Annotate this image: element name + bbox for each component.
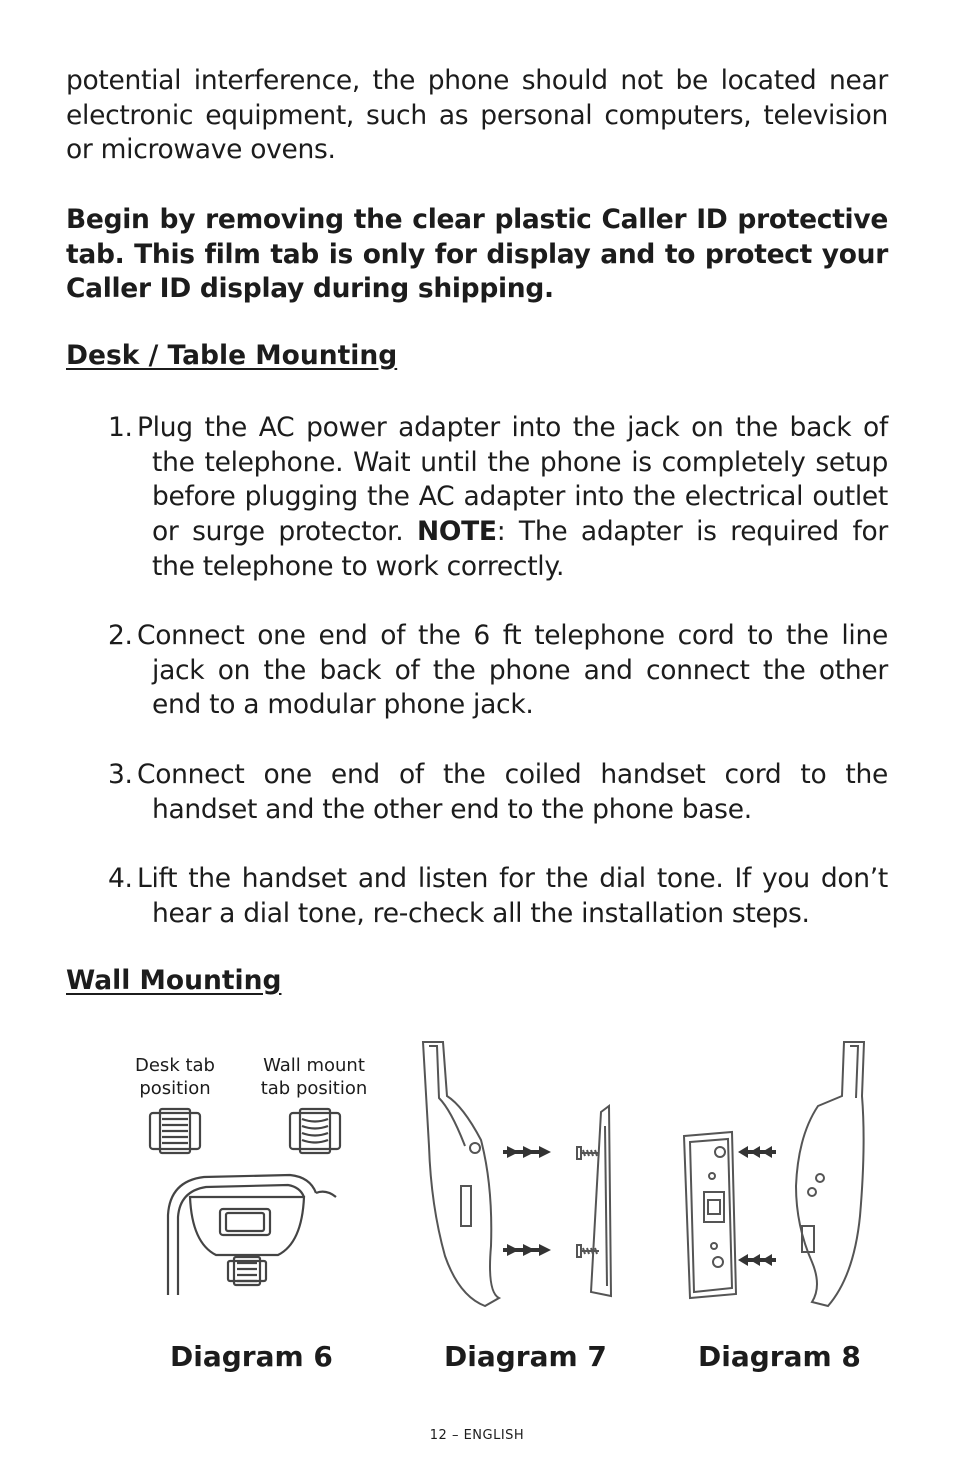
desk-table-mounting-heading: Desk / Table Mounting (66, 340, 398, 371)
step-4 (108, 862, 888, 931)
wall-tab-icon (290, 1109, 340, 1153)
lower-arrows (503, 1244, 551, 1256)
diagram-8-label: Diagram 8 (698, 1340, 861, 1373)
diagram-7-drawing (415, 1036, 625, 1312)
step-text-part: : The adapter is required for the telephone to work correctly. (152, 516, 889, 582)
upper-arrows (503, 1146, 551, 1158)
label-line: Desk tab (135, 1055, 215, 1076)
label-line: Wall mount (263, 1055, 365, 1076)
caller-id-tab-paragraph: Begin by removing the clear plastic Caller ID protective tab. This film tab is only for display and to protect your Caller ID display during shipping. (66, 204, 888, 305)
step-text (108, 411, 888, 585)
diagram-6-label: Diagram 6 (170, 1340, 333, 1373)
label-line: tab position (260, 1078, 368, 1099)
desk-tab-icon (150, 1109, 200, 1153)
wall-plate-front-view (684, 1132, 736, 1298)
wall-mounting-heading: Wall Mounting (66, 965, 282, 996)
upper-arrows (738, 1146, 776, 1158)
step-3 (108, 758, 888, 827)
phone-side-view (423, 1042, 499, 1306)
step-text: Connect one end of the coiled handset cord to the handset and the other end to the phone base. (137, 759, 888, 825)
step-text: Connect one end of the 6 ft telephone cord to the line jack on the back of the phone and connect the other end to a modular phone jack. (137, 620, 888, 721)
upper-screw-icon (577, 1147, 599, 1159)
diagram-6-drawing (140, 1105, 380, 1305)
diagram-8-drawing (672, 1036, 872, 1328)
interference-paragraph: potential interference, the phone should not be located near electronic equipment, such as personal computers, television or microwave ovens. (66, 65, 888, 166)
step-number: 1. (108, 412, 133, 443)
step-number: 2. (108, 620, 133, 651)
phone-side-view (796, 1042, 864, 1306)
page-footer: 12 – ENGLISH (429, 1428, 525, 1443)
step-number: 4. (108, 863, 133, 894)
note-label: NOTE (417, 516, 497, 548)
step-number: 3. (108, 759, 133, 790)
lower-arrows (738, 1254, 776, 1266)
wall-plate-side-view (591, 1106, 611, 1296)
desk-tab-label (120, 1054, 230, 1100)
step-1 (108, 411, 888, 585)
step-2 (108, 619, 888, 723)
label-line: position (139, 1078, 211, 1099)
wall-tab-label (252, 1054, 376, 1100)
lower-screw-icon (577, 1245, 599, 1257)
step-text: Lift the handset and listen for the dial tone. If you don’t hear a dial tone, re-check all the installation steps. (137, 863, 888, 929)
phone-base-back-view (168, 1175, 336, 1295)
diagram-7-label: Diagram 7 (444, 1340, 607, 1373)
step-text-part: Plug the AC power adapter into the jack on the back of the telephone. Wait until the phone is completely setup before plugging the AC adapter into the electrical outlet or surge protector. (137, 412, 888, 548)
